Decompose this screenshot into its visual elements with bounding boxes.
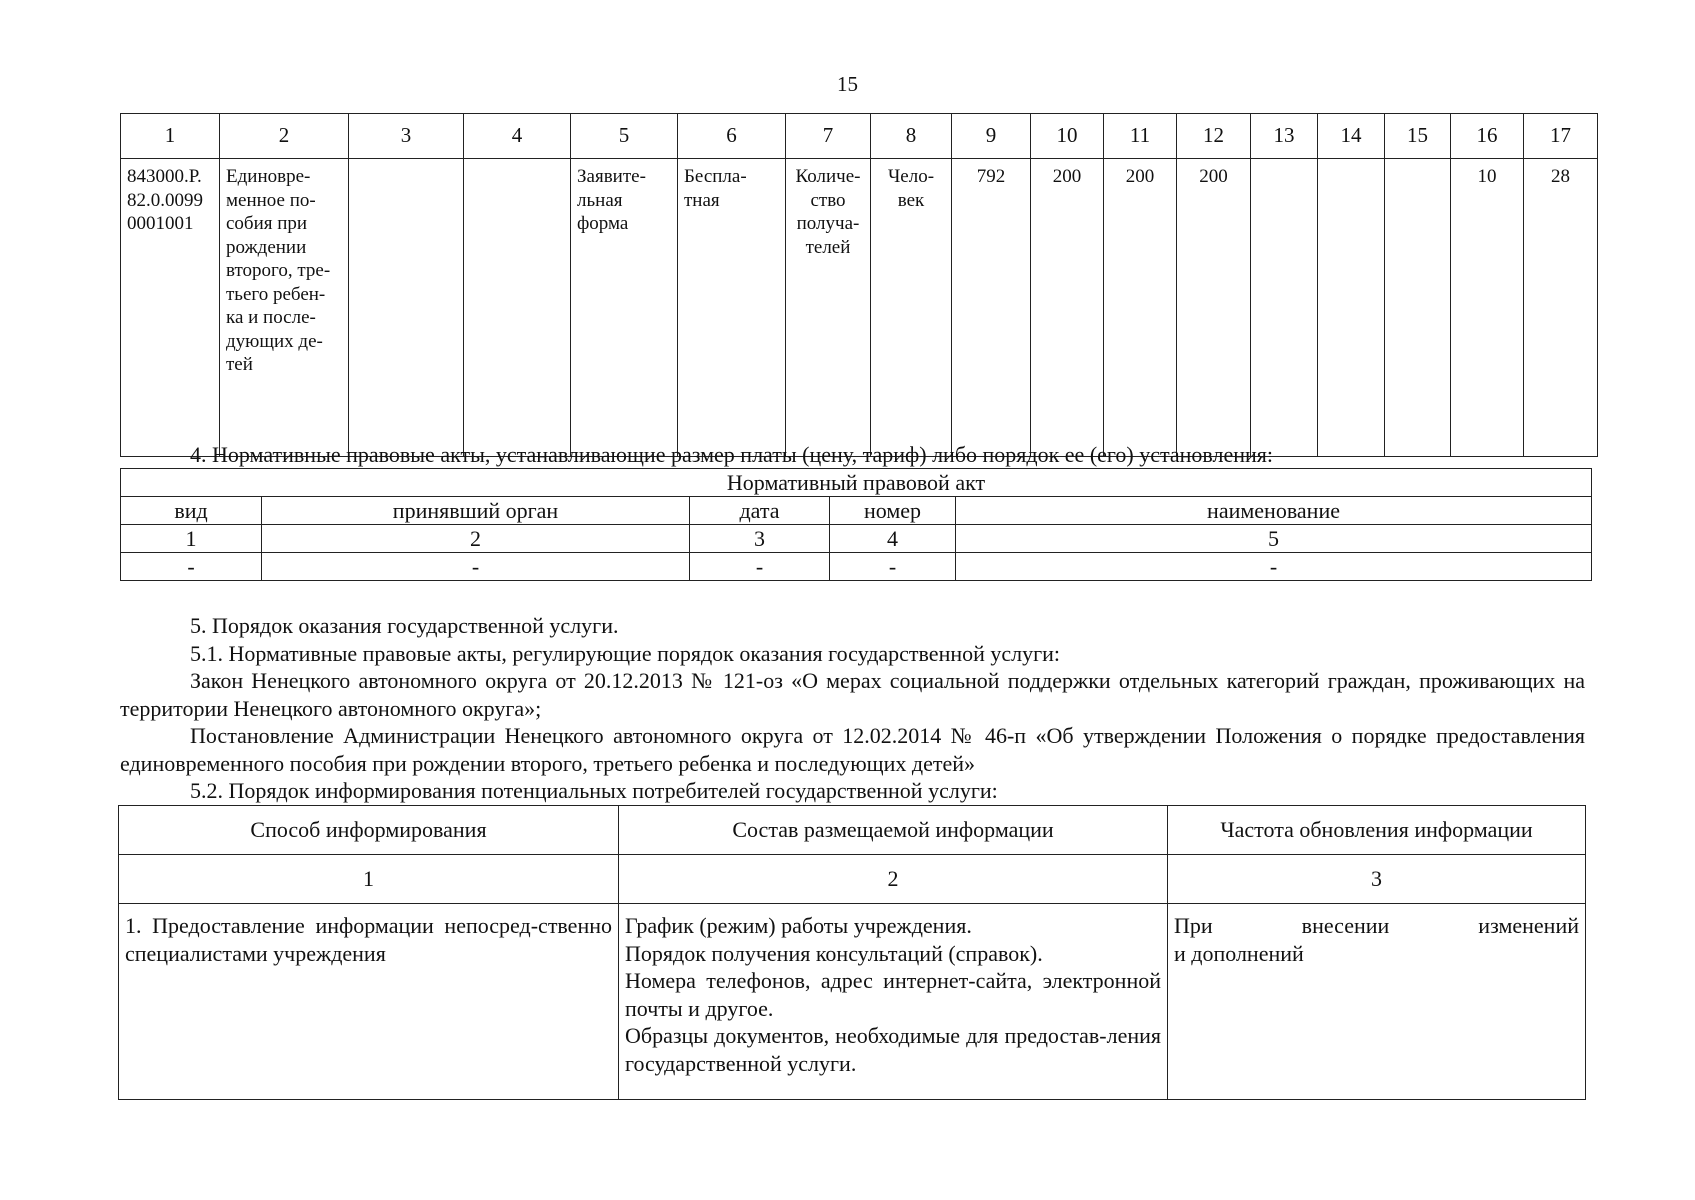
column-number: 1 [119, 855, 619, 904]
column-number: 10 [1031, 114, 1104, 159]
service-indicators-table [120, 113, 1598, 457]
value-cell: 28 [1524, 159, 1598, 457]
frequency-line: При внесении изменений [1174, 913, 1579, 938]
update-frequency [1168, 904, 1586, 1100]
content-line: График (режим) работы учреждения. [625, 913, 972, 938]
column-header-method: Способ информирования [119, 806, 619, 855]
table-title: Нормативный правовой акт [121, 469, 1592, 497]
content-line: Номера телефонов, адрес интернет-сайта, электронной почты и другое. [625, 968, 1161, 1021]
okei-code: 792 [952, 159, 1031, 457]
indicator-name: Количе-ство получа-телей [786, 159, 871, 457]
column-number: 4 [830, 525, 956, 553]
column-header-type: вид [121, 497, 262, 525]
column-header-number: номер [830, 497, 956, 525]
table-cell [349, 159, 464, 457]
table-title-row [121, 469, 1592, 497]
content-line: Порядок получения консультаций (справок). [625, 940, 1043, 966]
column-number: 1 [121, 114, 220, 159]
table-cell: - [262, 553, 690, 581]
column-number: 11 [1104, 114, 1177, 159]
section-4-heading: 4. Нормативные правовые акты, устанавливающие размер платы (цену, тариф) либо порядок ее (его) установления: [190, 442, 1274, 467]
value-cell [1385, 159, 1451, 457]
table-cell: - [690, 553, 830, 581]
unit-name: Чело-век [871, 159, 952, 457]
column-header-authority: принявший орган [262, 497, 690, 525]
informing-method: 1. Предоставление информации непосред-ственно специалистами учреждения [119, 904, 619, 1100]
table-row [121, 159, 1598, 457]
column-number: 16 [1451, 114, 1524, 159]
table-header-row [121, 497, 1592, 525]
column-number: 3 [349, 114, 464, 159]
column-header-date: дата [690, 497, 830, 525]
value-cell: 200 [1104, 159, 1177, 457]
page-number: 15 [837, 72, 858, 96]
value-cell: 200 [1031, 159, 1104, 457]
column-number: 6 [678, 114, 786, 159]
table-cell: - [830, 553, 956, 581]
table-cell: - [956, 553, 1592, 581]
column-header-content: Состав размещаемой информации [619, 806, 1168, 855]
registry-code: 843000.Р. 82.0.0099 0001001 [121, 159, 220, 457]
column-number: 14 [1318, 114, 1385, 159]
content-line: Образцы документов, необходимые для предостав-ления государственной услуги. [625, 1023, 1161, 1076]
section-5-title: 5. Порядок оказания государственной услуги. [190, 613, 619, 638]
value-cell [1318, 159, 1385, 457]
table-number-row [121, 525, 1592, 553]
column-number: 13 [1251, 114, 1318, 159]
table-header-row [119, 806, 1586, 855]
service-name: Единовре-менное по-собия при рождении второго, тре-тьего ребен-ка и после-дующих де-тей [220, 159, 349, 457]
column-number: 9 [952, 114, 1031, 159]
column-number: 3 [690, 525, 830, 553]
column-number: 1 [121, 525, 262, 553]
column-number: 2 [619, 855, 1168, 904]
column-number: 7 [786, 114, 871, 159]
column-header-title: наименование [956, 497, 1592, 525]
section-5-2-title: 5.2. Порядок информирования потенциальных потребителей государственной услуги: [190, 778, 998, 803]
column-number: 2 [220, 114, 349, 159]
section-5-1-title: 5.1. Нормативные правовые акты, регулирующие порядок оказания государственной услуги: [190, 641, 1061, 666]
value-cell [1251, 159, 1318, 457]
column-number: 8 [871, 114, 952, 159]
value-cell: 200 [1177, 159, 1251, 457]
table-number-row [119, 855, 1586, 904]
column-number: 5 [571, 114, 678, 159]
payment-type: Беспла-тная [678, 159, 786, 457]
column-number: 3 [1168, 855, 1586, 904]
informing-methods-table [118, 805, 1586, 1100]
legal-act-law: Закон Ненецкого автономного округа от 20.12.2013 № 121-оз «О мерах социальной поддержки отдельных категорий граждан, проживающих на территории Ненецкого автономного округа»; [120, 668, 1585, 721]
table-row [121, 553, 1592, 581]
value-cell: 10 [1451, 159, 1524, 457]
column-number: 12 [1177, 114, 1251, 159]
column-number: 17 [1524, 114, 1598, 159]
table-header-row [121, 114, 1598, 159]
frequency-line: и дополнений [1174, 940, 1304, 966]
column-number: 15 [1385, 114, 1451, 159]
table-cell [464, 159, 571, 457]
column-number: 2 [262, 525, 690, 553]
table-row [119, 904, 1586, 1100]
service-form: Заявите-льная форма [571, 159, 678, 457]
column-header-frequency: Частота обновления информации [1168, 806, 1586, 855]
legal-act-resolution: Постановление Администрации Ненецкого автономного округа от 12.02.2014 № 46-п «Об утверждении Положения о порядке предоставления единовременного пособия при рождении второго, третьего ребенка и последующих детей» [120, 723, 1585, 776]
information-content [619, 904, 1168, 1100]
table-cell: - [121, 553, 262, 581]
column-number: 4 [464, 114, 571, 159]
legal-acts-price-table [120, 468, 1592, 581]
column-number: 5 [956, 525, 1592, 553]
